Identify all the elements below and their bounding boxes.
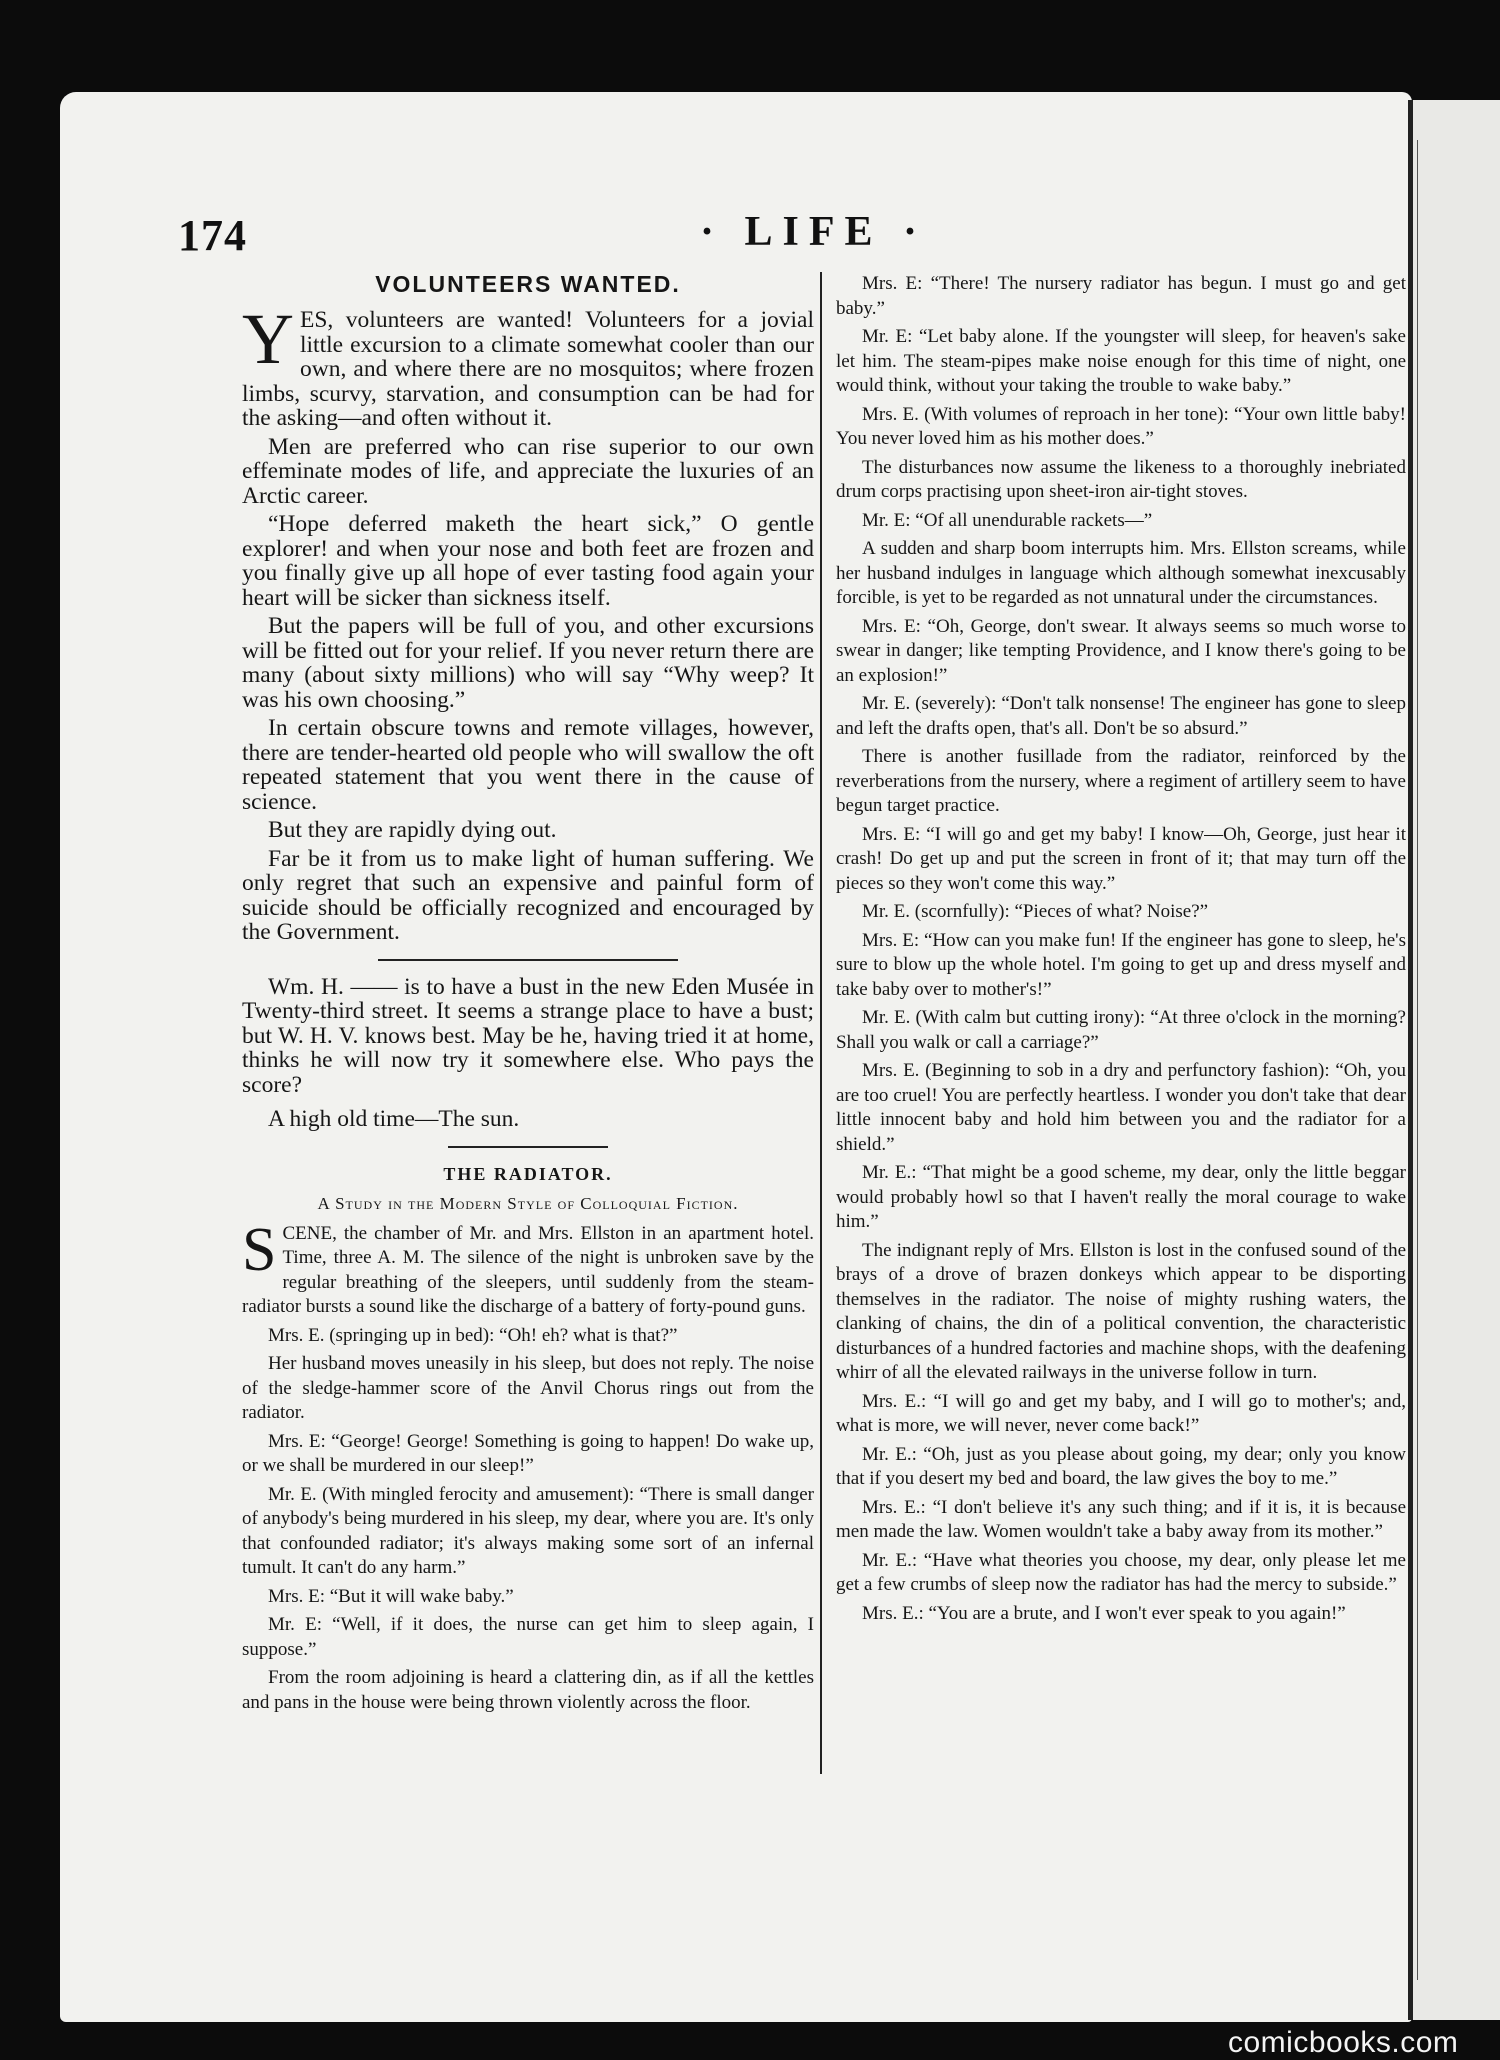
section-rule	[378, 959, 678, 961]
dialogue-paragraph: Mr. E. (severely): “Don't talk nonsense! The engineer has gone to sleep and left the drafts open, that's all. Don't be so absurd.”	[836, 693, 1406, 739]
right-column	[836, 272, 1406, 1630]
left-column	[242, 272, 814, 1719]
dialogue-paragraph: Mr. E: “Let baby alone. If the youngster will sleep, for heaven's sake let him. The steam-pipes make noise enough for this time of night, one would think, without your taking the trouble to wake baby.”	[836, 326, 1406, 396]
column-divider	[820, 272, 822, 1774]
section-rule	[448, 1146, 608, 1148]
volunteers-article	[242, 272, 814, 1148]
masthead: · LIFE ·	[700, 209, 928, 255]
drop-cap: S	[242, 1215, 277, 1284]
dialogue-paragraph: The indignant reply of Mrs. Ellston is lost in the confused sound of the brays of a drove of brazen donkeys which appear to be disporting themselves in the radiator. The noise of mighty rushing waters, the clanking of chains, the din of a political convention, the characteristic disturbances of a hundred factories and machine shops, with the deafening whirr of all the elevated railways in the universe follow in turn.	[836, 1239, 1406, 1383]
radiator-article	[242, 1162, 814, 1716]
radiator-headline: THE RADIATOR.	[443, 1163, 613, 1184]
page-number: 174	[178, 211, 247, 260]
dialogue-paragraph: Mrs. E.: “I will go and get my baby, and I will go to mother's; and, what is more, we will never, never come back!”	[836, 1390, 1406, 1436]
radiator-paragraph: Mrs. E: “But it will wake baby.”	[268, 1585, 514, 1607]
dialogue-paragraph: Mrs. E. (With volumes of reproach in her tone): “Your own little baby! You never loved him as his mother does.”	[836, 403, 1406, 449]
bust-paragraph: Wm. H. —— is to have a bust in the new Eden Musée in Twenty-third street. It seems a strange place to have a bust; but W. H. V. knows best. May be he, having tried it at home, thinks he will now try it somewhere else. Who pays the score?	[242, 973, 814, 1098]
dialogue-paragraph: The disturbances now assume the likeness to a thoroughly inebriated drum corps practising upon sheet-iron air-tight stoves.	[836, 456, 1406, 502]
page-gutter-shadow	[1408, 100, 1413, 2020]
radiator-paragraph: Mrs. E: “George! George! Something is going to happen! Do wake up, or we shall be murdered in our sleep!”	[242, 1430, 814, 1476]
radiator-paragraph: Her husband moves uneasily in his sleep, but does not reply. The noise of the sledge-hammer score of the Anvil Chorus rings out from the radiator.	[242, 1353, 814, 1423]
drop-cap: Y	[242, 299, 294, 379]
volunteers-paragraph: “Hope deferred maketh the heart sick,” O gentle explorer! and when your nose and both feet are frozen and you finally give up all hope of ever tasting food again your heart will be sicker than sickness itself.	[242, 511, 814, 611]
volunteers-paragraph: But the papers will be full of you, and other excursions will be fitted out for your relief. If you never return there are many (about sixty millions) who will say “Why weep? It was his own choosing.”	[242, 613, 814, 713]
dialogue-paragraph: Mrs. E: “Oh, George, don't swear. It always seems so much worse to swear in danger; like tempting Providence, and I know there's going to be an explosion!”	[836, 615, 1406, 686]
high-old-time-paragraph: A high old time—The sun.	[268, 1106, 520, 1132]
dialogue-paragraph: Mrs. E.: “I don't believe it's any such thing; and if it is, it is because men made the law. Women wouldn't take a baby away from its mother.”	[836, 1496, 1406, 1542]
volunteers-headline: VOLUNTEERS WANTED.	[375, 271, 681, 297]
facing-page-edge	[1408, 100, 1500, 2020]
dialogue-paragraph: Mr. E: “Of all unendurable rackets—”	[862, 509, 1153, 531]
dialogue-paragraph: Mr. E.: “That might be a good scheme, my dear, only the little beggar would probably howl so that I haven't really the moral courage to wake him.”	[836, 1162, 1406, 1232]
radiator-paragraph: Mr. E. (With mingled ferocity and amusement): “There is small danger of anybody's being murdered in his sleep, my dear, where you are. It's only that confounded radiator; it's always making some sort of an infernal tumult. It can't do any harm.”	[242, 1483, 814, 1578]
dialogue-paragraph: Mrs. E. (Beginning to sob in a dry and perfunctory fashion): “Oh, you are too cruel! You are perfectly heartless. I wonder you don't take that dear little innocent baby and hold him between you and the radiator for a shield.”	[836, 1060, 1406, 1155]
radiator-paragraph: From the room adjoining is heard a clattering din, as if all the kettles and pans in the house were being thrown violently across the floor.	[242, 1667, 814, 1713]
dialogue-paragraph: Mr. E.: “Oh, just as you please about going, my dear; only you know that if you desert my bed and board, the law gives the boy to me.”	[836, 1443, 1406, 1489]
dialogue-paragraph: Mrs. E.: “You are a brute, and I won't ever speak to you again!”	[862, 1602, 1346, 1624]
radiator-paragraph: Mr. E: “Well, if it does, the nurse can get him to sleep again, I suppose.”	[242, 1614, 814, 1660]
facing-page-rule	[1417, 140, 1418, 1980]
dialogue-paragraph: There is another fusillade from the radiator, reinforced by the reverberations from the nursery, where a regiment of artillery seem to have begun target practice.	[836, 746, 1406, 816]
volunteers-paragraph: Far be it from us to make light of human suffering. We only regret that such an expensive and painful form of suicide should be officially recognized and encouraged by the Government.	[242, 845, 814, 945]
dialogue-paragraph: Mr. E.: “Have what theories you choose, my dear, only please let me get a few crumbs of sleep now the radiator has had the mercy to subside.”	[836, 1549, 1406, 1595]
volunteers-paragraph: In certain obscure towns and remote villages, however, there are tender-hearted old people who will swallow the oft repeated statement that you went there in the cause of science.	[242, 715, 814, 815]
dialogue-paragraph: Mrs. E: “How can you make fun! If the engineer has gone to sleep, he's sure to blow up the whole hotel. I'm going to get up and dress myself and take baby over to mother's!”	[836, 929, 1406, 1000]
dialogue-paragraph: Mr. E. (With calm but cutting irony): “At three o'clock in the morning? Shall you walk or call a carriage?”	[836, 1007, 1406, 1053]
radiator-subtitle: A Study in the Modern Style of Colloquial Fiction.	[317, 1193, 739, 1213]
volunteers-paragraph: YES, volunteers are wanted! Volunteers for a jovial little excursion to a climate somewhat cooler than our own, and where there are no mosquitos; where frozen limbs, scurvy, starvation, and consumption can be had for the asking—and often without it.	[242, 299, 814, 431]
radiator-paragraph: Mrs. E. (springing up in bed): “Oh! eh? what is that?”	[268, 1324, 678, 1346]
dialogue-paragraph: A sudden and sharp boom interrupts him. Mrs. Ellston screams, while her husband indulges in language which although somewhat inexcusably forcible, is yet to be regarded as not unnatural under the circumstances.	[836, 538, 1406, 608]
dialogue-paragraph: Mr. E. (scornfully): “Pieces of what? Noise?”	[862, 901, 1209, 922]
site-watermark: comicbooks.com	[1228, 2026, 1459, 2059]
dialogue-paragraph: Mrs. E: “I will go and get my baby! I know—Oh, George, just hear it crash! Do get up and put the screen in front of it; that may turn off the pieces so they won't come this way.”	[836, 823, 1406, 894]
volunteers-paragraph: Men are preferred who can rise superior to our own effeminate modes of life, and appreciate the luxuries of an Arctic career.	[242, 433, 814, 509]
radiator-paragraph: SCENE, the chamber of Mr. and Mrs. Ellston in an apartment hotel. Time, three A. M. The silence of the night is unbroken save by the regular breathing of the sleepers, until suddenly from the steam-radiator bursts a sound like the discharge of a battery of forty-pound guns.	[242, 1215, 814, 1317]
volunteers-paragraph: But they are rapidly dying out.	[268, 817, 557, 843]
dialogue-paragraph: Mrs. E: “There! The nursery radiator has begun. I must go and get baby.”	[836, 273, 1406, 319]
